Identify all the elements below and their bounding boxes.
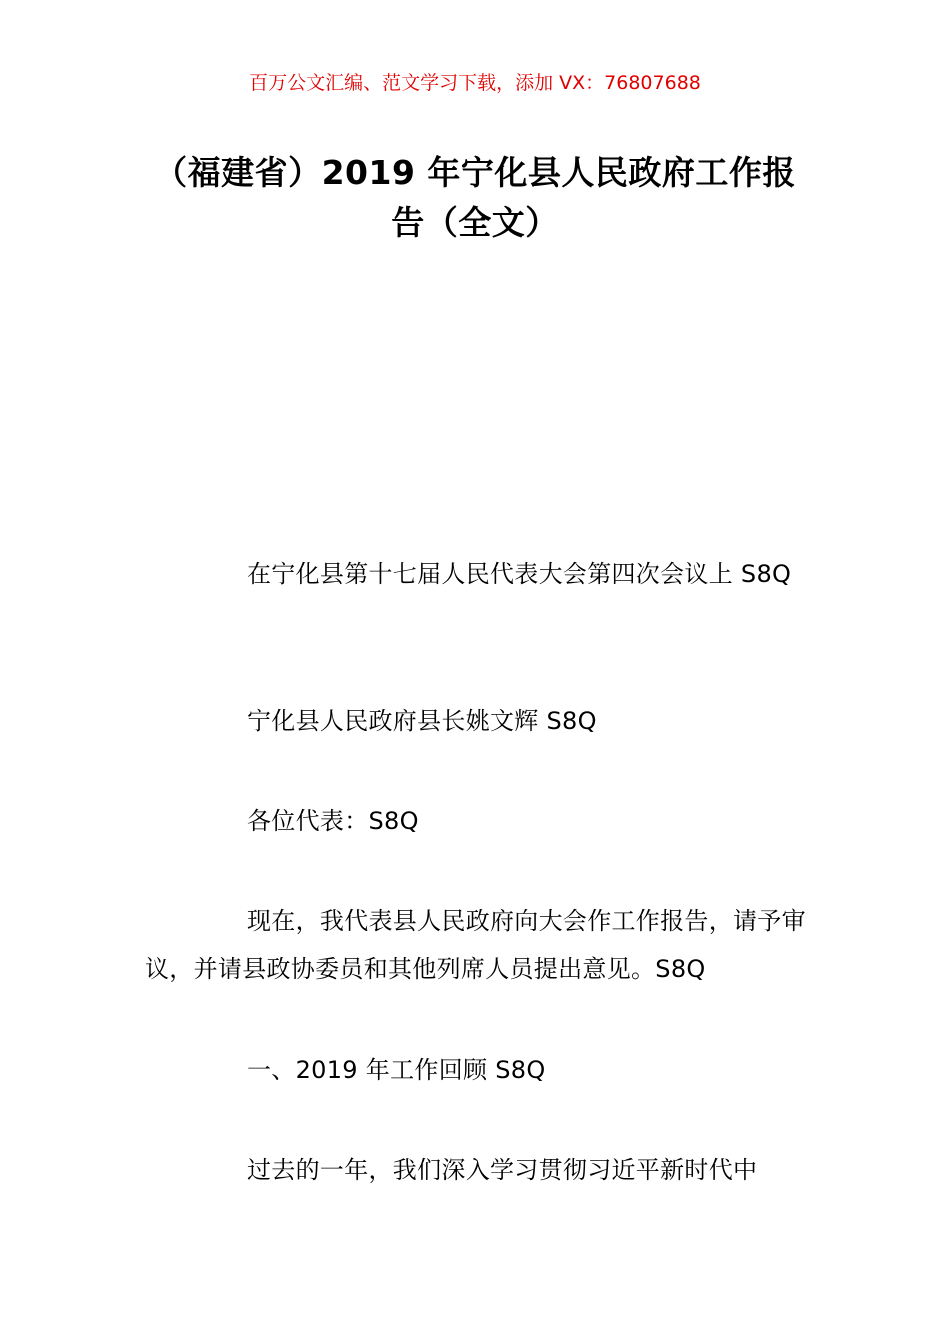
paragraph-speaker: 宁化县人民政府县长姚文辉 S8Q bbox=[247, 707, 597, 735]
section-heading-review: 一、2019 年工作回顾 S8Q bbox=[247, 1056, 546, 1084]
paragraph-meeting: 在宁化县第十七届人民代表大会第四次会议上 S8Q bbox=[247, 560, 792, 588]
document-title: （福建省）2019 年宁化县人民政府工作报告（全文） bbox=[154, 153, 796, 242]
paragraph-review-start: 过去的一年，我们深入学习贯彻习近平新时代中 bbox=[247, 1156, 758, 1184]
paragraph-salutation: 各位代表：S8Q bbox=[247, 807, 419, 835]
header-note: 百万公文汇编、范文学习下载，添加 VX：76807688 bbox=[249, 72, 701, 94]
paragraph-intro: 现在，我代表县人民政府向大会作工作报告，请予审议，并请县政协委员和其他列席人员提出意见。S8Q bbox=[145, 907, 806, 983]
